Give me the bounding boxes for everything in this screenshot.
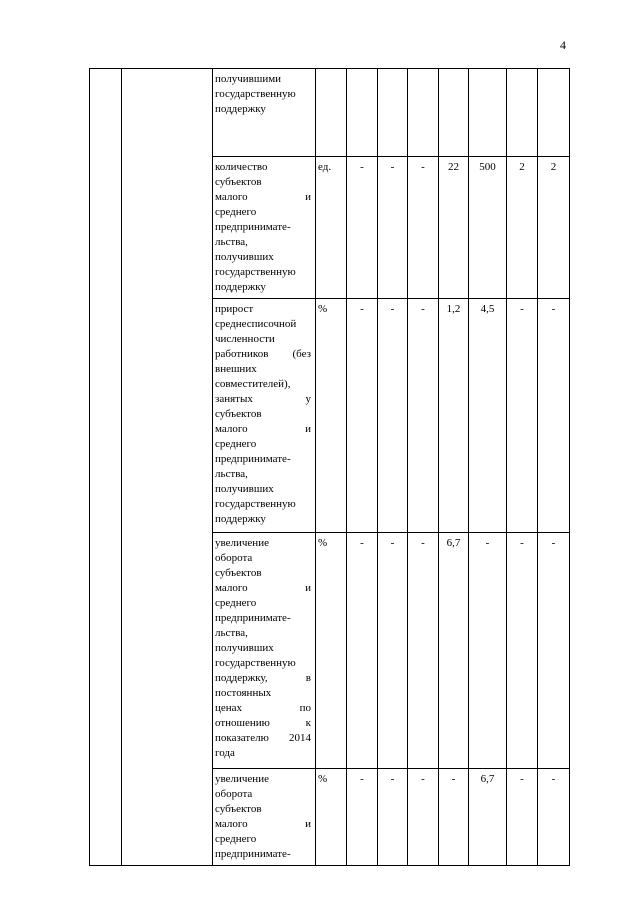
value-cell: 2	[538, 157, 570, 299]
value-cell: -	[469, 533, 507, 769]
value-cell	[408, 69, 439, 157]
indicator-line: занятых у	[215, 393, 311, 405]
value-cell: -	[408, 533, 439, 769]
indicator-line: льства,	[215, 627, 248, 639]
indicator-line: государственную	[215, 88, 296, 100]
indicator-line: получивших	[215, 483, 274, 495]
indicator-cell	[213, 533, 316, 769]
value-cell	[378, 69, 408, 157]
indicator-line: предпринимате-	[215, 612, 291, 624]
indicator-line: государственную	[215, 266, 296, 278]
indicator-line: увеличение	[215, 537, 269, 549]
indicator-line: среднего	[215, 438, 257, 450]
value-cell: -	[507, 769, 538, 866]
indicator-cell	[213, 69, 316, 157]
value-cell: 6,7	[439, 533, 469, 769]
unit-cell	[316, 69, 347, 157]
indicator-line: льства,	[215, 236, 248, 248]
value-cell: -	[408, 157, 439, 299]
value-cell: 2	[507, 157, 538, 299]
indicator-line: малого и	[215, 423, 311, 435]
value-cell: -	[378, 533, 408, 769]
indicator-line: субъектов	[215, 408, 262, 420]
indicator-cell	[213, 769, 316, 866]
value-cell	[469, 69, 507, 157]
goal-cell	[122, 69, 213, 866]
value-cell: 500	[469, 157, 507, 299]
indicator-line: среднего	[215, 597, 257, 609]
indicator-line: показателю 2014	[215, 732, 311, 744]
indicator-line: ценах по	[215, 702, 311, 714]
indicator-line: работников (без	[215, 348, 311, 360]
indicator-line: малого и	[215, 191, 311, 203]
indicator-line: предпринимате-	[215, 453, 291, 465]
value-cell: -	[378, 299, 408, 533]
indicator-line: среднесписочной	[215, 318, 297, 330]
indicator-cell	[213, 157, 316, 299]
indicator-line: предпринимате-	[215, 848, 291, 860]
value-cell: -	[347, 533, 378, 769]
value-cell: -	[439, 769, 469, 866]
indicator-line: субъектов	[215, 803, 262, 815]
indicator-line: прирост	[215, 303, 254, 315]
indicator-line: поддержку	[215, 281, 266, 293]
table-row	[90, 69, 570, 157]
indicator-line: оборота	[215, 552, 253, 564]
value-cell: -	[408, 299, 439, 533]
indicator-line: субъектов	[215, 567, 262, 579]
indicator-line: постоянных	[215, 687, 272, 699]
indicator-line: получивших	[215, 642, 274, 654]
indicator-line: поддержку	[215, 103, 266, 115]
value-cell: 6,7	[469, 769, 507, 866]
indicator-line: малого и	[215, 818, 311, 830]
value-cell: 1,2	[439, 299, 469, 533]
value-cell: 4,5	[469, 299, 507, 533]
value-cell: -	[507, 299, 538, 533]
indicator-cell	[213, 299, 316, 533]
value-cell: 22	[439, 157, 469, 299]
indicator-line: увеличение	[215, 773, 269, 785]
value-cell	[507, 69, 538, 157]
value-cell	[439, 69, 469, 157]
indicator-line: количество	[215, 161, 268, 173]
indicator-line: отношению к	[215, 717, 311, 729]
indicator-line: льства,	[215, 468, 248, 480]
value-cell: -	[538, 299, 570, 533]
indicator-line: государственную	[215, 657, 296, 669]
indicator-line: внешних	[215, 363, 257, 375]
indicator-line: совместителей),	[215, 378, 291, 390]
value-cell	[538, 69, 570, 157]
indicator-line: среднего	[215, 833, 257, 845]
indicator-line: получивших	[215, 251, 274, 263]
value-cell: -	[538, 769, 570, 866]
indicator-line: оборота	[215, 788, 253, 800]
row-number-cell	[90, 69, 122, 866]
indicator-table	[89, 68, 570, 866]
value-cell: -	[538, 533, 570, 769]
indicator-line: предпринимате-	[215, 221, 291, 233]
page-number: 4	[560, 38, 566, 52]
value-cell: -	[347, 299, 378, 533]
indicator-line: поддержку, в	[215, 672, 311, 684]
indicator-line: численности	[215, 333, 275, 345]
unit-cell: %	[316, 533, 347, 769]
indicator-line: среднего	[215, 206, 257, 218]
indicator-line: получившими	[215, 73, 282, 85]
value-cell: -	[347, 769, 378, 866]
unit-cell: ед.	[316, 157, 347, 299]
unit-cell: %	[316, 299, 347, 533]
value-cell: -	[408, 769, 439, 866]
indicator-line: государственную	[215, 498, 296, 510]
value-cell: -	[378, 769, 408, 866]
value-cell: -	[507, 533, 538, 769]
value-cell	[347, 69, 378, 157]
unit-cell: %	[316, 769, 347, 866]
indicator-line: поддержку	[215, 513, 266, 525]
value-cell: -	[378, 157, 408, 299]
indicator-line: малого и	[215, 582, 311, 594]
indicator-line: субъектов	[215, 176, 262, 188]
value-cell: -	[347, 157, 378, 299]
indicator-line: года	[215, 747, 235, 759]
